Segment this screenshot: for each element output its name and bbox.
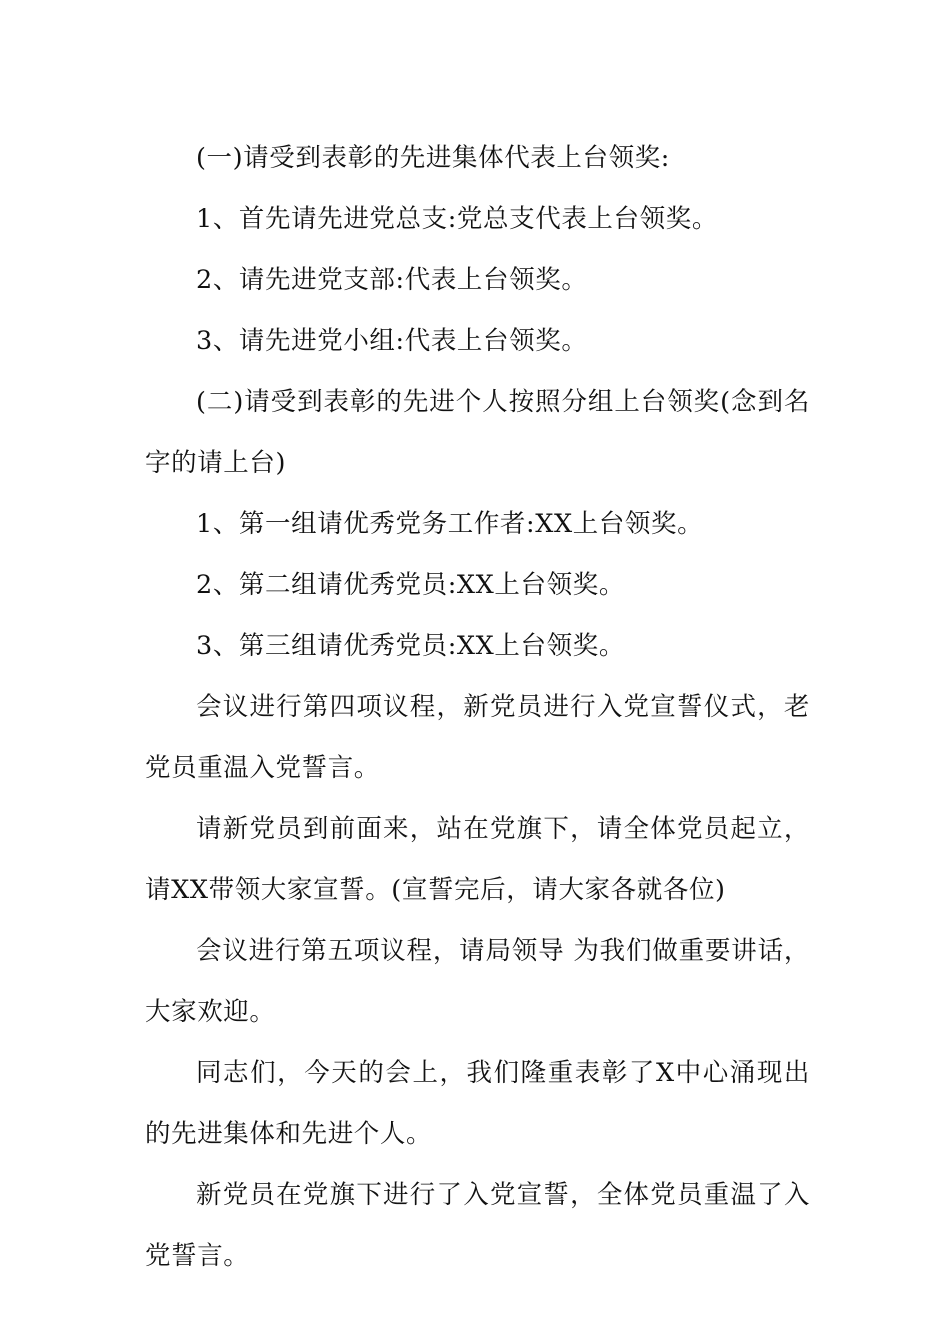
paragraph-speech-oath: 新党员在党旗下进行了入党宣誓，全体党员重温了入党誓言。 bbox=[145, 1180, 810, 1271]
paragraph-party-group: 3、请先进党小组:代表上台领奖。 bbox=[196, 326, 588, 356]
paragraph-oath-instructions: 请新党员到前面来，站在党旗下，请全体党员起立，请XX带领大家宣誓。(宣誓完后，请大家各就各位) bbox=[145, 814, 810, 905]
paragraph-group-two: 2、第二组请优秀党员:XX上台领奖。 bbox=[196, 570, 625, 600]
paragraph-group-three: 3、第三组请优秀党员:XX上台领奖。 bbox=[196, 631, 625, 661]
paragraph-party-branch-general: 1、首先请先进党总支:党总支代表上台领奖。 bbox=[196, 204, 718, 234]
paragraph-speech-commendation: 同志们，今天的会上，我们隆重表彰了X中心涌现出的先进集体和先进个人。 bbox=[145, 1058, 810, 1149]
document-body bbox=[145, 128, 810, 1287]
paragraph-individual-awards-heading: (二)请受到表彰的先进个人按照分组上台领奖(念到名字的请上台) bbox=[145, 387, 810, 478]
paragraph-collective-awards-heading: (一)请受到表彰的先进集体代表上台领奖: bbox=[196, 143, 670, 173]
paragraph-agenda-item-five: 会议进行第五项议程，请局领导 为我们做重要讲话，大家欢迎。 bbox=[145, 936, 810, 1027]
paragraph-group-one: 1、第一组请优秀党务工作者:XX上台领奖。 bbox=[196, 509, 704, 539]
paragraph-agenda-item-four: 会议进行第四项议程，新党员进行入党宣誓仪式，老党员重温入党誓言。 bbox=[145, 692, 810, 783]
paragraph-party-branch: 2、请先进党支部:代表上台领奖。 bbox=[196, 265, 588, 295]
